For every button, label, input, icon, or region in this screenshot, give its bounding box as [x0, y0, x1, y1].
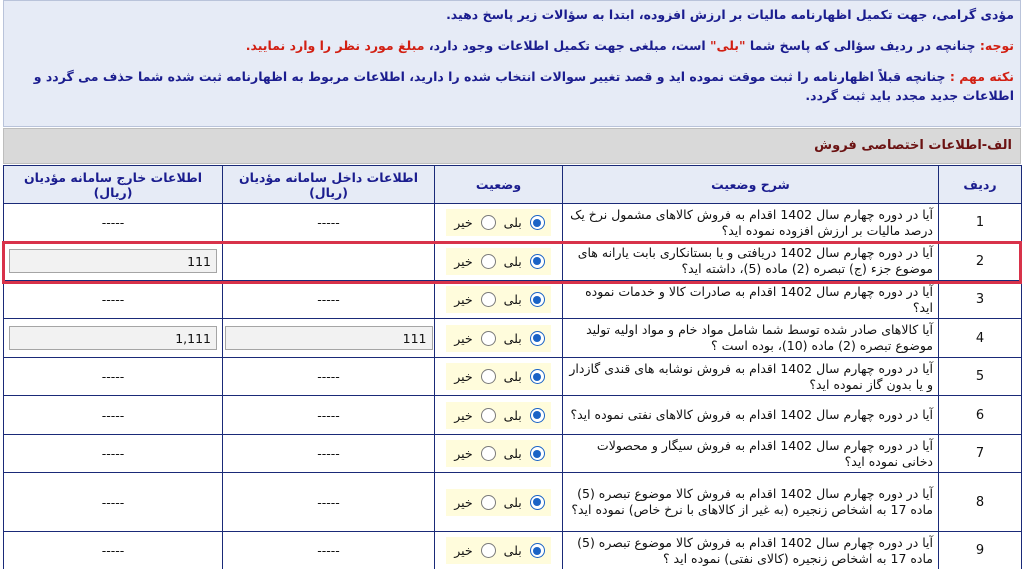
col-header-status: وضعیت — [435, 166, 563, 204]
internal-value-placeholder: ----- — [317, 494, 340, 510]
yes-label[interactable]: بلی — [503, 407, 522, 423]
internal-value-placeholder: ----- — [317, 543, 340, 558]
attention-text-b: است، مبلغی جهت تکمیل اطلاعات وجود دارد، — [424, 38, 711, 53]
external-value-cell — [4, 473, 223, 532]
table-header-row — [4, 166, 1022, 204]
status-cell — [435, 532, 563, 569]
internal-value-cell — [223, 242, 435, 281]
status-cell — [435, 242, 563, 281]
external-value-placeholder: ----- — [101, 292, 125, 307]
attention-text-red: مبلغ مورد نظر را وارد نمایید. — [245, 38, 425, 53]
no-radio[interactable] — [481, 495, 496, 510]
row-number: 5 — [939, 358, 1022, 396]
status-radio-group — [446, 537, 550, 564]
no-label[interactable]: خیر — [454, 369, 473, 384]
status-radio-group — [446, 440, 550, 467]
external-value-cell — [4, 204, 223, 242]
yes-label[interactable]: بلی — [503, 215, 522, 230]
no-label[interactable]: خیر — [454, 543, 473, 558]
status-cell — [435, 204, 563, 242]
table-row — [4, 358, 1022, 396]
yes-radio[interactable] — [530, 446, 545, 461]
internal-value-cell — [223, 532, 435, 569]
external-value-cell — [4, 358, 223, 396]
questions-table — [3, 165, 1022, 569]
section-title: الف-اطلاعات اختصاصی فروش — [3, 128, 1021, 164]
table-row — [4, 473, 1022, 532]
table-row — [4, 242, 1022, 281]
row-number: 9 — [939, 532, 1022, 569]
yes-label[interactable]: بلی — [503, 369, 522, 384]
status-cell — [435, 281, 563, 319]
internal-value-input[interactable] — [225, 249, 433, 273]
external-value-cell — [4, 242, 223, 281]
status-radio-group — [446, 286, 550, 313]
table-row — [4, 435, 1022, 473]
external-value-placeholder: ----- — [101, 494, 125, 510]
yes-label[interactable]: بلی — [503, 253, 522, 269]
internal-value-cell — [223, 435, 435, 473]
yes-radio[interactable] — [530, 292, 545, 307]
no-radio[interactable] — [481, 408, 496, 423]
no-label[interactable]: خیر — [454, 407, 473, 423]
status-cell — [435, 473, 563, 532]
internal-value-cell — [223, 358, 435, 396]
external-value-placeholder: ----- — [101, 543, 125, 558]
col-header-internal: اطلاعات داخل سامانه مؤدیان (ریال) — [223, 166, 435, 204]
yes-radio[interactable] — [530, 369, 545, 384]
col-header-external: اطلاعات خارج سامانه مؤدیان (ریال) — [4, 166, 223, 204]
no-radio[interactable] — [481, 292, 496, 307]
external-value-input[interactable]: 111 — [9, 249, 217, 273]
status-radio-group — [446, 209, 550, 236]
external-value-cell — [4, 319, 223, 358]
row-number: 6 — [939, 396, 1022, 435]
important-label: نکته مهم : — [949, 69, 1014, 84]
no-label[interactable]: خیر — [454, 494, 473, 510]
status-radio-group — [446, 325, 550, 352]
table-row — [4, 396, 1022, 435]
status-radio-group — [446, 489, 550, 516]
yes-radio[interactable] — [530, 408, 545, 423]
notice-important — [10, 67, 1014, 105]
yes-label[interactable]: بلی — [503, 292, 522, 307]
status-radio-group — [446, 248, 550, 275]
row-description: آیا کالاهای صادر شده توسط شما شامل مواد خام و مواد اولیه تولید موضوع تبصره (2) ماده (10)، بوده است ؟ — [563, 319, 939, 358]
internal-value-cell — [223, 473, 435, 532]
no-label[interactable]: خیر — [454, 215, 473, 230]
no-label[interactable]: خیر — [454, 292, 473, 307]
yes-radio[interactable] — [530, 215, 545, 230]
internal-value-cell — [223, 396, 435, 435]
status-cell — [435, 319, 563, 358]
internal-value-input[interactable]: 111 — [225, 326, 433, 350]
row-description: آیا در دوره چهارم سال 1402 اقدام به فروش نوشابه های قندی گازدار و یا بدون گاز نموده اید؟ — [563, 358, 939, 396]
table-row — [4, 532, 1022, 569]
table-row — [4, 319, 1022, 358]
internal-value-placeholder: ----- — [317, 446, 340, 461]
no-label[interactable]: خیر — [454, 253, 473, 269]
internal-value-placeholder: ----- — [317, 292, 340, 307]
status-cell — [435, 396, 563, 435]
status-cell — [435, 435, 563, 473]
row-description: آیا در دوره چهارم سال 1402 اقدام به فروش کالا موضوع تبصره (5) ماده 17 به اشخاص زنجیره (کالای نفتی) نموده اید ؟ — [563, 532, 939, 569]
internal-value-cell — [223, 319, 435, 358]
yes-radio[interactable] — [530, 254, 545, 269]
no-radio[interactable] — [481, 331, 496, 346]
external-value-input[interactable]: 1,111 — [9, 326, 217, 350]
notice-panel — [3, 0, 1021, 127]
external-value-cell — [4, 532, 223, 569]
no-radio[interactable] — [481, 369, 496, 384]
yes-radio[interactable] — [530, 331, 545, 346]
internal-value-placeholder: ----- — [317, 407, 340, 423]
row-description: آیا در دوره چهارم سال 1402 اقدام به صادرات کالا و خدمات نموده اید؟ — [563, 281, 939, 319]
table-row — [4, 281, 1022, 319]
row-description: آیا در دوره چهارم سال 1402 دریافتی و یا بستانکاری بابت یارانه های موضوع جزء (ج) تبصره (2) ماده (5)، داشته اید؟ — [563, 242, 939, 281]
no-radio[interactable] — [481, 254, 496, 269]
status-radio-group — [446, 402, 550, 429]
no-radio[interactable] — [481, 543, 496, 558]
external-value-placeholder: ----- — [101, 407, 125, 423]
attention-text-a: چنانچه در ردیف سؤالی که پاسخ شما — [745, 38, 980, 53]
row-number: 8 — [939, 473, 1022, 532]
external-value-placeholder: ----- — [101, 215, 125, 230]
internal-value-cell — [223, 204, 435, 242]
table-row — [4, 204, 1022, 242]
external-value-placeholder: ----- — [101, 446, 125, 461]
internal-value-cell — [223, 281, 435, 319]
status-radio-group — [446, 363, 550, 390]
no-radio[interactable] — [481, 215, 496, 230]
row-description: آیا در دوره چهارم سال 1402 اقدام به فروش کالاهای نفتی نموده اید؟ — [563, 396, 939, 435]
row-number: 7 — [939, 435, 1022, 473]
no-label[interactable]: خیر — [454, 330, 473, 346]
col-header-desc: شرح وضعیت — [563, 166, 939, 204]
col-header-row: ردیف — [939, 166, 1022, 204]
external-value-cell — [4, 435, 223, 473]
external-value-placeholder: ----- — [101, 369, 125, 384]
yes-label[interactable]: بلی — [503, 330, 522, 346]
row-description: آیا در دوره چهارم سال 1402 اقدام به فروش کالا موضوع تبصره (5) ماده 17 به اشخاص زنجیره (به غیر از کالاهای با نرخ خاص) نموده اید؟ — [563, 473, 939, 532]
status-cell — [435, 358, 563, 396]
no-label[interactable]: خیر — [454, 446, 473, 461]
attention-label: توجه: — [979, 38, 1014, 53]
attention-quote: "بلی" — [710, 38, 746, 53]
row-description: آیا در دوره چهارم سال 1402 اقدام به فروش کالاهای مشمول نرخ یک درصد مالیات بر ارزش افزوده نموده اید؟ — [563, 204, 939, 242]
yes-radio[interactable] — [530, 495, 545, 510]
internal-value-placeholder: ----- — [317, 369, 340, 384]
yes-label[interactable]: بلی — [503, 494, 522, 510]
yes-radio[interactable] — [530, 543, 545, 558]
external-value-cell — [4, 281, 223, 319]
row-description: آیا در دوره چهارم سال 1402 اقدام به فروش سیگار و محصولات دخانی نموده اید؟ — [563, 435, 939, 473]
yes-label[interactable]: بلی — [503, 543, 522, 558]
notice-attention — [10, 36, 1014, 55]
row-number: 3 — [939, 281, 1022, 319]
no-radio[interactable] — [481, 446, 496, 461]
internal-value-placeholder: ----- — [317, 215, 340, 230]
important-text: چنانچه قبلاً اظهارنامه را ثبت موقت نموده اید و قصد تغییر سوالات انتخاب شده را دارید، اطلاعات مربوط به اظهارنامه ثبت شده شما حذف می گردد و اطلاعات جدید مجدد باید ثبت گردد. — [33, 69, 1014, 103]
notice-intro: مؤدی گرامی، جهت تکمیل اظهارنامه مالیات بر ارزش افزوده، ابتدا به سؤالات زیر پاسخ دهید. — [446, 7, 1014, 22]
yes-label[interactable]: بلی — [503, 446, 522, 461]
row-number: 1 — [939, 204, 1022, 242]
row-number: 2 — [939, 242, 1022, 281]
external-value-cell — [4, 396, 223, 435]
row-number: 4 — [939, 319, 1022, 358]
